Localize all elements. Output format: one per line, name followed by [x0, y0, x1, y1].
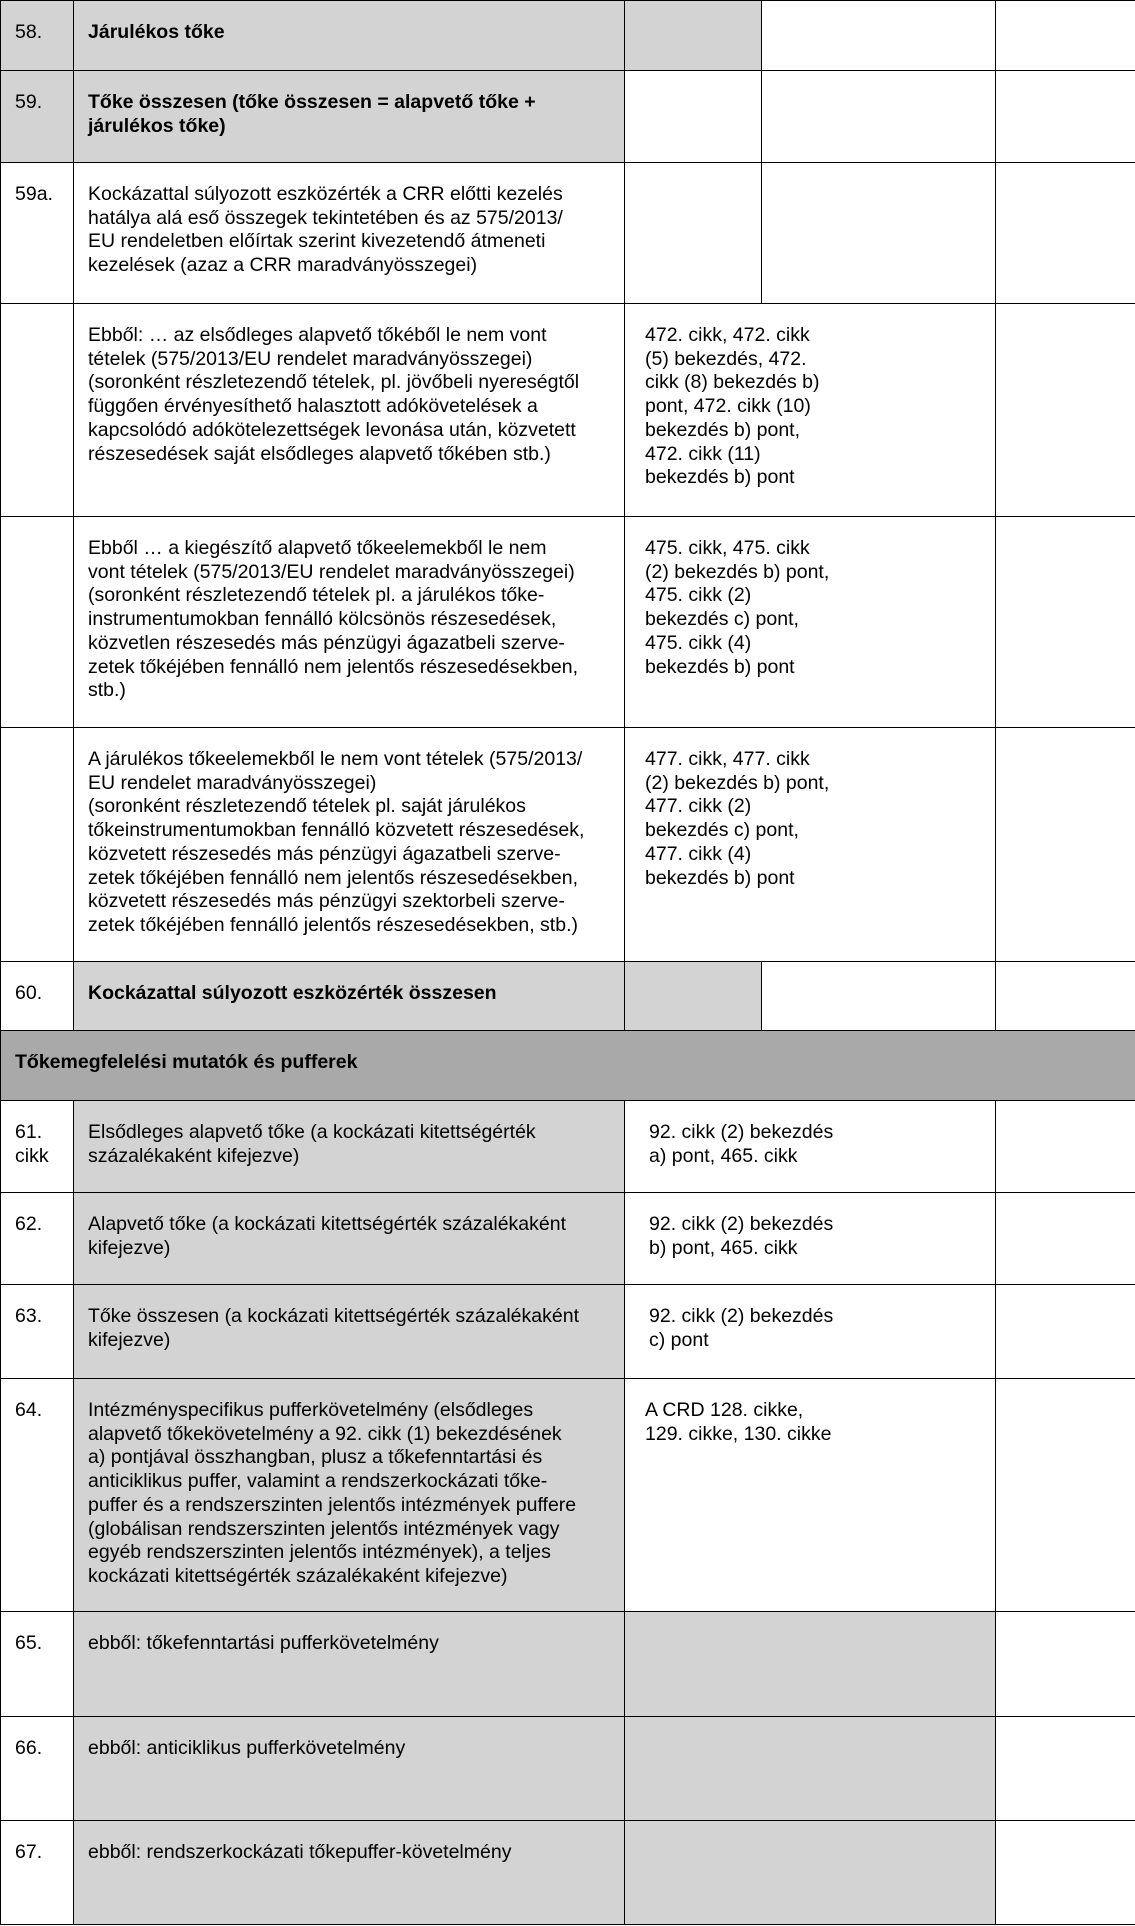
row-description: Járulékos tőke: [74, 1, 625, 71]
row-description: ebből: tőkefenntartási pufferkövetelmény: [74, 1612, 625, 1717]
row-description: Ebből … a kiegészítő alapvető tőkeelemekből le nem vont tételek (575/2013/EU rendelet maradványösszegei) (soronként részletezendő tételek pl. a járulékos tőke- instrumentumokban fennálló kölcsönös részesedések, közvetlen részesedés más pénzügyi ágazatbeli szerve- zetek tőkéjében fennálló nem jelentős részesedésekben, stb.): [74, 517, 625, 728]
table-row: [1, 517, 1135, 728]
section-heading-row: [1, 1031, 1135, 1101]
row-number: 59a.: [1, 163, 74, 304]
row-number: 62.: [1, 1193, 74, 1285]
reference-cell: 472. cikk, 472. cikk (5) bekezdés, 472. cikk (8) bekezdés b) pont, 472. cikk (10) bekezdés b) pont, 472. cikk (11) bekezdés b) pont: [625, 304, 996, 517]
reference-cell: [762, 71, 996, 163]
row-description: ebből: rendszerkockázati tőkepuffer-követelmény: [74, 1821, 625, 1925]
row-description: Elsődleges alapvető tőke (a kockázati kitettségérték százalékaként kifejezve): [74, 1101, 625, 1193]
table-row: [1, 304, 1135, 517]
empty-cell: [996, 1285, 1135, 1379]
row-description: Intézményspecifikus pufferkövetelmény (elsődleges alapvető tőkekövetelmény a 92. cikk (1) bekezdésének a) pontjával összhangban, plusz a tőkefenntartási és anticiklikus puffer, valamint a rendszerkockázati tőke- puffer és a rendszerszinten jelentős intézmények puffere (globálisan rendszerszinten jelentős intézmények vagy egyéb rendszerszinten jelentős intézmények), a teljes kockázati kitettségérték százalékaként kifejezve): [74, 1379, 625, 1612]
row-number: [1, 728, 74, 962]
row-number: 60.: [1, 962, 74, 1031]
row-description: A járulékos tőkeelemekből le nem vont tételek (575/2013/ EU rendelet maradványösszegei) (soronként részletezendő tételek pl. saját járulékos tőkeinstrumentumokban fennálló közvetett részesedések, közvetett részesedés más pénzügyi ágazatbeli szerve- zetek tőkéjében fennálló nem jelentős részesedésekben, közvetett részesedés más pénzügyi szektorbeli szerve- zetek tőkéjében fennálló jelentős részesedésekben, stb.): [74, 728, 625, 962]
row-number: 65.: [1, 1612, 74, 1717]
row-number: 59.: [1, 71, 74, 163]
row-number: 58.: [1, 1, 74, 71]
table-row: [1, 1612, 1135, 1717]
reference-cell: 477. cikk, 477. cikk (2) bekezdés b) pont, 477. cikk (2) bekezdés c) pont, 477. cikk (4) bekezdés b) pont: [625, 728, 996, 962]
empty-cell: [996, 304, 1135, 517]
row-description: ebből: anticiklikus pufferkövetelmény: [74, 1717, 625, 1821]
reference-cell: 92. cikk (2) bekezdés c) pont: [625, 1285, 996, 1379]
empty-cell: [625, 71, 762, 163]
empty-cell: [996, 1, 1135, 71]
table-row: [1, 1379, 1135, 1612]
reference-cell: [762, 1, 996, 71]
row-number: [1, 304, 74, 517]
row-number: 63.: [1, 1285, 74, 1379]
empty-cell: [996, 728, 1135, 962]
reference-cell: [625, 1717, 996, 1821]
row-description: Tőke összesen (a kockázati kitettségérték százalékaként kifejezve): [74, 1285, 625, 1379]
section-heading: Tőkemegfelelési mutatók és pufferek: [1, 1031, 1135, 1101]
empty-cell: [996, 1821, 1135, 1925]
row-number: 66.: [1, 1717, 74, 1821]
table-row: [1, 163, 1135, 304]
empty-cell: [625, 962, 762, 1031]
reference-cell: [762, 962, 996, 1031]
row-description: Kockázattal súlyozott eszközérték összesen: [74, 962, 625, 1031]
reference-cell: 92. cikk (2) bekezdés a) pont, 465. cikk: [625, 1101, 996, 1193]
empty-cell: [996, 1101, 1135, 1193]
reference-cell: [625, 1821, 996, 1925]
table-row: [1, 71, 1135, 163]
empty-cell: [996, 1717, 1135, 1821]
empty-cell: [996, 1193, 1135, 1285]
row-description: Kockázattal súlyozott eszközérték a CRR előtti kezelés hatálya alá eső összegek tekintetében és az 575/2013/ EU rendeletben előírtak szerint kivezetendő átmeneti kezelések (azaz a CRR maradványösszegei): [74, 163, 625, 304]
empty-cell: [996, 1612, 1135, 1717]
empty-cell: [996, 962, 1135, 1031]
table-row: [1, 962, 1135, 1031]
reference-cell: 92. cikk (2) bekezdés b) pont, 465. cikk: [625, 1193, 996, 1285]
table-row: [1, 728, 1135, 962]
empty-cell: [625, 1, 762, 71]
empty-cell: [996, 1379, 1135, 1612]
empty-cell: [996, 517, 1135, 728]
row-number: [1, 517, 74, 728]
row-description: Ebből: … az elsődleges alapvető tőkéből le nem vont tételek (575/2013/EU rendelet maradványösszegei) (soronként részletezendő tételek, pl. jövőbeli nyereségtől függően érvényesíthető halasztott adókövetelések a kapcsolódó adókötelezettségek levonása után, közvetett részesedések saját elsődleges alapvető tőkében stb.): [74, 304, 625, 517]
reference-cell: [762, 163, 996, 304]
empty-cell: [996, 163, 1135, 304]
row-description: Tőke összesen (tőke összesen = alapvető tőke + járulékos tőke): [74, 71, 625, 163]
table-row: [1, 1101, 1135, 1193]
reference-cell: 475. cikk, 475. cikk (2) bekezdés b) pont, 475. cikk (2) bekezdés c) pont, 475. cikk (4) bekezdés b) pont: [625, 517, 996, 728]
table-row: [1, 1285, 1135, 1379]
empty-cell: [996, 71, 1135, 163]
table-row: [1, 1717, 1135, 1821]
empty-cell: [625, 163, 762, 304]
table-row: [1, 1, 1135, 71]
reference-cell: [625, 1612, 996, 1717]
row-number: 64.: [1, 1379, 74, 1612]
row-number: 67.: [1, 1821, 74, 1925]
reference-cell: A CRD 128. cikke, 129. cikke, 130. cikke: [625, 1379, 996, 1612]
row-number: 61. cikk: [1, 1101, 74, 1193]
row-description: Alapvető tőke (a kockázati kitettségérték százalékaként kifejezve): [74, 1193, 625, 1285]
table-row: [1, 1821, 1135, 1925]
table-row: [1, 1193, 1135, 1285]
